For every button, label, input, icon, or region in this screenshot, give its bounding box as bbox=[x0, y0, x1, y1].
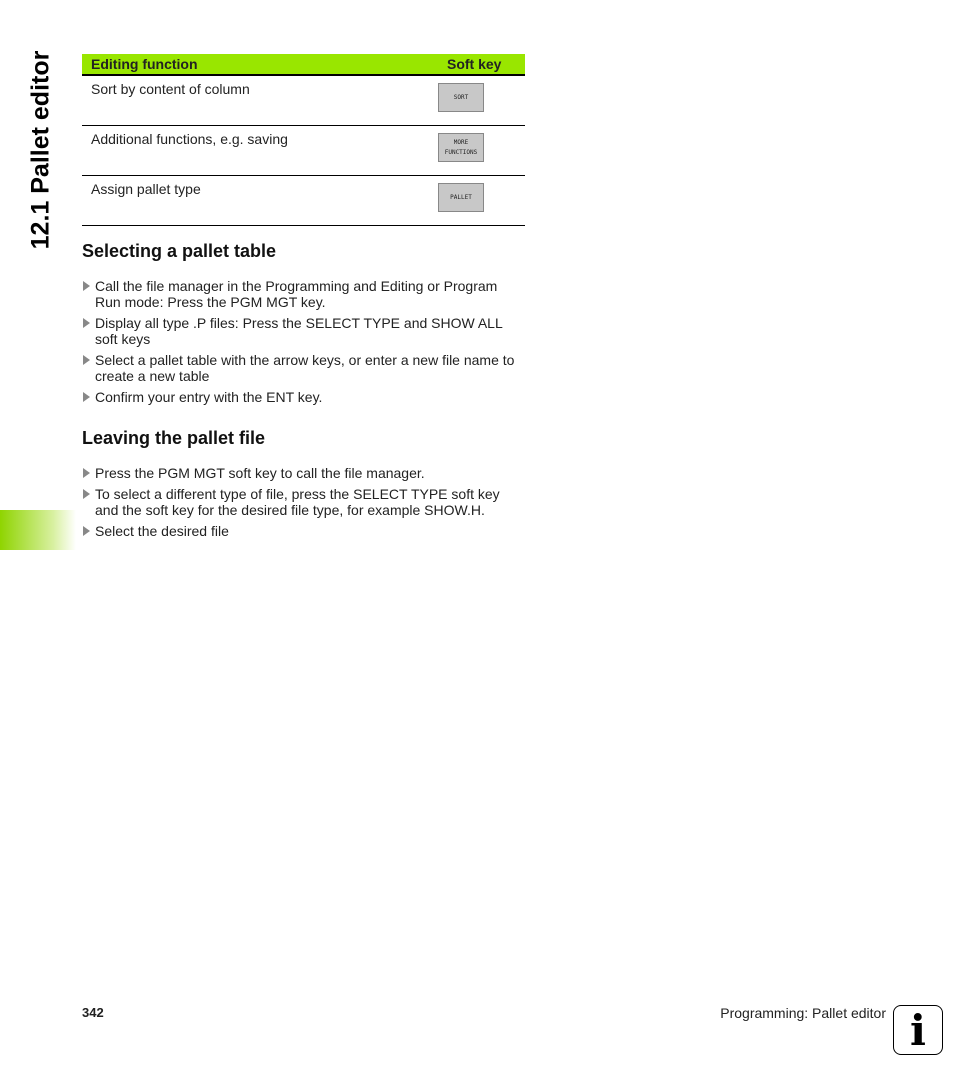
step-list bbox=[82, 278, 522, 410]
more-functions-softkey[interactable]: MORE FUNCTIONS bbox=[438, 133, 484, 162]
section-heading: Selecting a pallet table bbox=[82, 241, 277, 261]
list-item: Confirm your entry with the ENT key. bbox=[82, 389, 522, 405]
list-item: Select the desired file bbox=[82, 523, 522, 539]
col-header: Editing function bbox=[82, 54, 438, 75]
section-heading: Leaving the pallet file bbox=[82, 428, 266, 448]
list-item: To select a different type of file, press the SELECT TYPE soft key and the soft key for the desired file type, for example SHOW.H. bbox=[82, 486, 522, 518]
table-row: Assign pallet type PALLET bbox=[82, 176, 525, 226]
footer-title: Programming: Pallet editor bbox=[720, 1005, 886, 1021]
list-item: Call the file manager in the Programming and Editing or Program Run mode: Press the PGM MGT key. bbox=[82, 278, 522, 310]
list-item: Display all type .P files: Press the SELECT TYPE and SHOW ALL soft keys bbox=[82, 315, 522, 347]
table-row: Additional functions, e.g. saving MORE FUNCTIONS bbox=[82, 126, 525, 176]
chapter-tab bbox=[0, 510, 76, 550]
list-item: Press the PGM MGT soft key to call the file manager. bbox=[82, 465, 522, 481]
list-item: Select a pallet table with the arrow keys, or enter a new file name to create a new table bbox=[82, 352, 522, 384]
step-list bbox=[82, 465, 522, 544]
pallet-softkey[interactable]: PALLET bbox=[438, 183, 484, 212]
info-icon: i bbox=[893, 1005, 943, 1055]
col-header: Soft key bbox=[438, 54, 525, 75]
editing-functions-table bbox=[82, 54, 525, 226]
table-row: Sort by content of column SORT bbox=[82, 75, 525, 126]
sort-softkey[interactable]: SORT bbox=[438, 83, 484, 112]
chapter-side-title: 12.1 Pallet editor bbox=[26, 50, 55, 250]
page-number: 342 bbox=[82, 1005, 104, 1020]
